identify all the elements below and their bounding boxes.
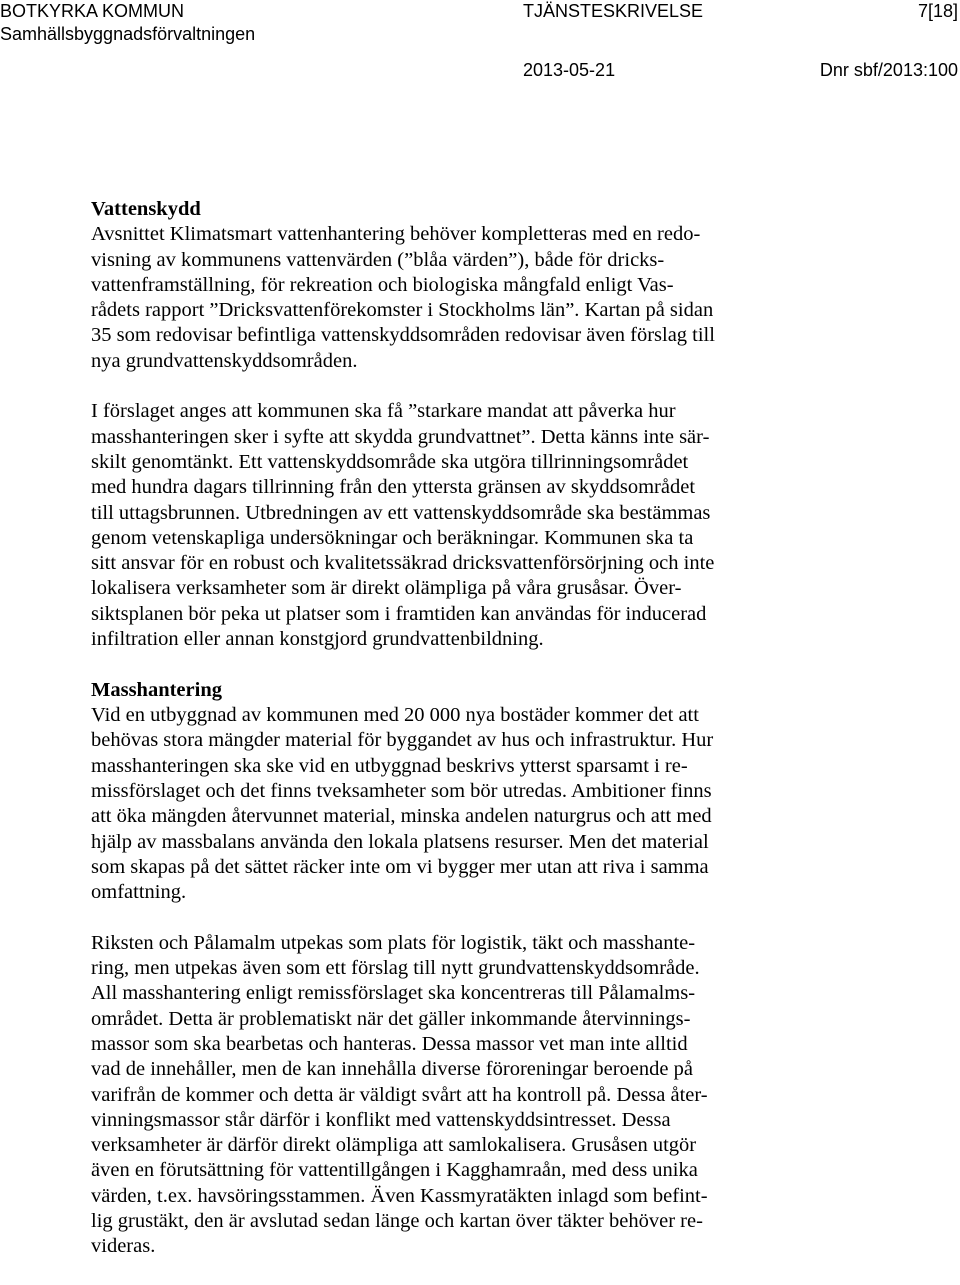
text-line: att öka mängden återvunnet material, minska andelen naturgrus och att med (91, 805, 712, 828)
text-line: genom vetenskapliga undersökningar och beräkningar. Kommunen ska ta (91, 526, 694, 549)
text-line: vinningsmassor står därför i konflikt med vattenskyddsintresset. Dessa (91, 1108, 671, 1131)
text-line: vad de innehåller, men de kan innehålla diverse föroreningar beroende på (91, 1058, 693, 1081)
text-line: sitt ansvar för en robust och kvalitetssäkrad dricksvattenförsörjning och inte (91, 552, 715, 575)
text-line: lig grustäkt, den är avslutad sedan länge och kartan över täkter behöver re- (91, 1210, 703, 1233)
paragraph (91, 931, 811, 1260)
text-line: I förslaget anges att kommunen ska få ”starkare mandat att påverka hur (91, 400, 676, 423)
paragraph (91, 703, 811, 905)
section-heading: Vattenskydd (91, 198, 201, 220)
text-line: värden, t.ex. havsöringsstammen. Även Kassmyratäkten inlagd som befint- (91, 1184, 708, 1207)
text-line: varifrån de kommer och detta är väldigt svårt att ha kontroll på. Dessa åter- (91, 1083, 708, 1106)
document-body (91, 197, 811, 1285)
registration-number: Dnr sbf/2013:100 (819, 60, 958, 80)
document-type: TJÄNSTESKRIVELSE (523, 1, 704, 21)
text-line: hjälp av massbalans använda den lokala platsens resurser. Men det material (91, 830, 709, 853)
text-line: Avsnittet Klimatsmart vattenhantering behöver kompletteras med en redo- (91, 223, 701, 246)
text-line: massor som ska bearbetas och hanteras. Dessa massor vet man inte alltid (91, 1033, 688, 1055)
text-line: 35 som redovisar befintliga vattenskyddsområden redovisar även förslag till (91, 324, 715, 347)
text-line: masshanteringen ska ske vid en utbyggnad beskrivs ytterst sparsamt i re- (91, 754, 688, 777)
page-number: 7[18] (917, 1, 958, 21)
paragraph (91, 399, 811, 652)
text-line: behövas stora mängder material för byggandet av hus och infrastruktur. Hur (91, 729, 714, 752)
text-line: verksamheter är därför direkt olämpliga att samlokalisera. Grusåsen utgör (91, 1134, 697, 1157)
text-line: All masshantering enligt remissförslaget ska koncentreras till Pålamalms- (91, 982, 696, 1005)
text-line: skilt genomtänkt. Ett vattenskyddsområde ska utgöra tillrinningsområdet (91, 450, 689, 473)
text-line: med hundra dagars tillrinning från den yttersta gränsen av skyddsområdet (91, 476, 696, 499)
text-line: även en förutsättning för vattentillgången i Kagghamraån, med dess unika (91, 1159, 698, 1182)
text-line: lokalisera verksamheter som är direkt olämpliga på våra grusåsar. Över- (91, 577, 682, 600)
section-masshantering (91, 678, 811, 1260)
text-line: missförslaget och det finns tveksamheter som bör utredas. Ambitioner finns (91, 780, 712, 803)
text-line: Riksten och Pålamalm utpekas som plats för logistik, täkt och masshante- (91, 931, 696, 954)
text-line: infiltration eller annan konstgjord grundvattenbildning. (91, 628, 544, 651)
text-line: som skapas på det sättet räcker inte om vi bygger mer utan att riva i samma (91, 855, 709, 878)
department-name: Samhällsbyggnadsförvaltningen (0, 24, 256, 44)
text-line: till uttagsbrunnen. Utbredningen av ett vattenskyddsområde ska bestämmas (91, 501, 711, 524)
section-heading: Masshantering (91, 678, 222, 701)
text-line: Vid en utbyggnad av kommunen med 20 000 nya bostäder kommer det att (91, 704, 699, 727)
page-header (0, 0, 960, 90)
text-line: visning av kommunens vattenvärden (”blåa värden”), både för dricks- (91, 248, 665, 271)
paragraph (91, 222, 811, 374)
document-date: 2013-05-21 (523, 60, 616, 80)
text-line: vattenframställning, för rekreation och biologiska mångfald enligt Vas- (91, 273, 674, 296)
organization-name: BOTKYRKA KOMMUN (0, 1, 185, 21)
text-line: masshanteringen sker i syfte att skydda grundvattnet”. Detta känns inte sär- (91, 425, 710, 448)
text-line: omfattning. (91, 881, 187, 904)
text-line: siktsplanen bör peka ut platser som i framtiden kan användas för inducerad (91, 602, 707, 625)
text-line: ring, men utpekas även som ett förslag till nytt grundvattenskyddsområde. (91, 957, 700, 980)
text-line: nya grundvattenskyddsområden. (91, 349, 358, 372)
text-line: området. Detta är problematiskt när det gäller inkommande återvinnings- (91, 1007, 691, 1030)
text-line: videras. (91, 1235, 156, 1258)
section-vattenskydd (91, 197, 811, 652)
text-line: rådets rapport ”Dricksvattenförekomster i Stockholms län”. Kartan på sidan (91, 299, 714, 322)
